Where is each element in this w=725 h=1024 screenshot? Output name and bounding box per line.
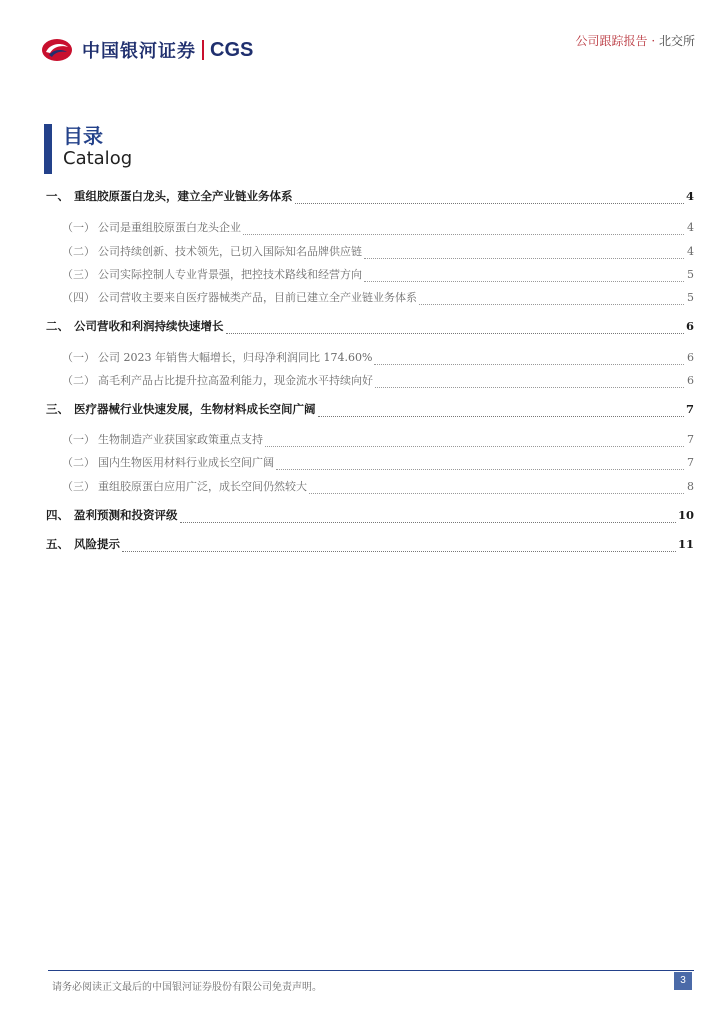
toc-entry-title: 风险提示 <box>74 537 120 551</box>
report-type-text: 公司跟踪报告 <box>575 34 648 48</box>
toc-entry[interactable] <box>46 507 694 525</box>
toc-entry[interactable] <box>46 266 694 284</box>
toc-entry-page: 4 <box>685 189 694 203</box>
toc-entry[interactable] <box>46 372 694 390</box>
toc-entry[interactable] <box>46 536 694 554</box>
toc-entry-page: 5 <box>687 291 694 304</box>
toc-dot-leader <box>364 248 684 259</box>
page-header <box>0 0 725 80</box>
toc-entry-number: 三、 <box>46 402 69 416</box>
toc-entry-number: （二） <box>62 374 95 387</box>
catalog-title-cn: 目录 <box>63 124 103 148</box>
logo-chinese-text: 中国银河证券 <box>82 41 196 62</box>
toc-dot-leader <box>226 323 684 334</box>
toc-entry-number: 五、 <box>46 537 69 551</box>
toc-dot-leader <box>309 483 684 494</box>
toc-entry-number: 二、 <box>46 319 69 333</box>
toc-entry-number: （一） <box>62 221 95 234</box>
toc-entry-title: 重组胶原蛋白龙头，建立全产业链业务体系 <box>74 189 293 203</box>
toc-entry[interactable] <box>46 188 694 206</box>
toc-entry-number: （二） <box>62 456 95 469</box>
toc-entry-title: 生物制造产业获国家政策重点支持 <box>98 433 263 446</box>
toc-entry-title: 公司实际控制人专业背景强，把控技术路线和经营方向 <box>98 268 362 281</box>
toc-entry-page: 6 <box>685 319 694 333</box>
toc-entry-page: 5 <box>687 268 694 281</box>
toc-entry-title: 重组胶原蛋白应用广泛，成长空间仍然较大 <box>98 480 307 493</box>
toc-entry-page: 11 <box>677 537 694 551</box>
toc-entry-page: 4 <box>687 245 694 258</box>
logo-separator <box>202 40 204 60</box>
toc-entry-title: 公司营收和利润持续快速增长 <box>74 319 224 333</box>
toc-entry-page: 8 <box>687 480 694 493</box>
catalog-title-en: Catalog <box>63 148 133 169</box>
toc-entry-number: 四、 <box>46 508 69 522</box>
toc-entry-title: 公司 2023 年销售大幅增长，归母净利润同比 174.60% <box>98 351 373 364</box>
toc-entry[interactable] <box>46 289 694 307</box>
toc-entry-number: （三） <box>62 480 95 493</box>
toc-entry[interactable] <box>46 219 694 237</box>
toc-dot-leader <box>374 354 684 365</box>
toc-entry-number: （一） <box>62 351 95 364</box>
logo-english-text: CGS <box>210 38 254 61</box>
toc-dot-leader <box>295 193 684 204</box>
toc-entry[interactable] <box>46 243 694 261</box>
toc-entry[interactable] <box>46 349 694 367</box>
company-logo <box>40 37 253 63</box>
toc-entry-page: 10 <box>677 508 694 522</box>
toc-entry[interactable] <box>46 318 694 336</box>
toc-entry-title: 高毛利产品占比提升拉高盈利能力，现金流水平持续向好 <box>98 374 373 387</box>
report-type-separator: · <box>647 34 659 48</box>
toc-dot-leader <box>364 271 684 282</box>
toc-entry-number: （一） <box>62 433 95 446</box>
toc-entry-page: 4 <box>687 221 694 234</box>
toc-dot-leader <box>180 512 676 523</box>
toc-dot-leader <box>122 541 676 552</box>
toc-dot-leader <box>419 294 684 305</box>
toc-entry-page: 6 <box>687 351 694 364</box>
toc-entry-title: 医疗器械行业快速发展，生物材料成长空间广阔 <box>74 402 316 416</box>
catalog-accent-bar <box>44 124 52 174</box>
toc-entry-number: （三） <box>62 268 95 281</box>
toc-dot-leader <box>276 459 684 470</box>
toc-entry-page: 7 <box>685 402 694 416</box>
toc-entry[interactable] <box>46 431 694 449</box>
footer-divider <box>48 970 694 971</box>
toc-dot-leader <box>318 406 684 417</box>
toc-entry[interactable] <box>46 478 694 496</box>
toc-dot-leader <box>265 436 684 447</box>
cgs-logo-icon <box>40 37 74 63</box>
page-footer <box>0 958 725 1018</box>
toc-entry-page: 7 <box>687 456 694 469</box>
toc-entry-title: 盈利预测和投资评级 <box>74 508 178 522</box>
toc-entry-page: 6 <box>687 374 694 387</box>
toc-dot-leader <box>375 377 684 388</box>
toc-dot-leader <box>243 224 684 235</box>
toc-entry-number: （二） <box>62 245 95 258</box>
footer-disclaimer: 请务必阅读正文最后的中国银河证券股份有限公司免责声明。 <box>52 982 322 993</box>
report-type-label <box>576 32 695 49</box>
toc-entry-title: 公司营收主要来自医疗器械类产品，目前已建立全产业链业务体系 <box>98 291 417 304</box>
toc-entry[interactable] <box>46 401 694 419</box>
toc-entry-page: 7 <box>687 433 694 446</box>
exchange-text: 北交所 <box>658 34 695 48</box>
toc-entry-title: 国内生物医用材料行业成长空间广阔 <box>98 456 274 469</box>
toc-entry[interactable] <box>46 454 694 472</box>
toc-entry-title: 公司持续创新、技术领先，已切入国际知名品牌供应链 <box>98 245 362 258</box>
page-number-badge: 3 <box>674 972 692 990</box>
toc-entry-number: 一、 <box>46 189 69 203</box>
toc-entry-number: （四） <box>62 291 95 304</box>
toc-entry-title: 公司是重组胶原蛋白龙头企业 <box>98 221 241 234</box>
